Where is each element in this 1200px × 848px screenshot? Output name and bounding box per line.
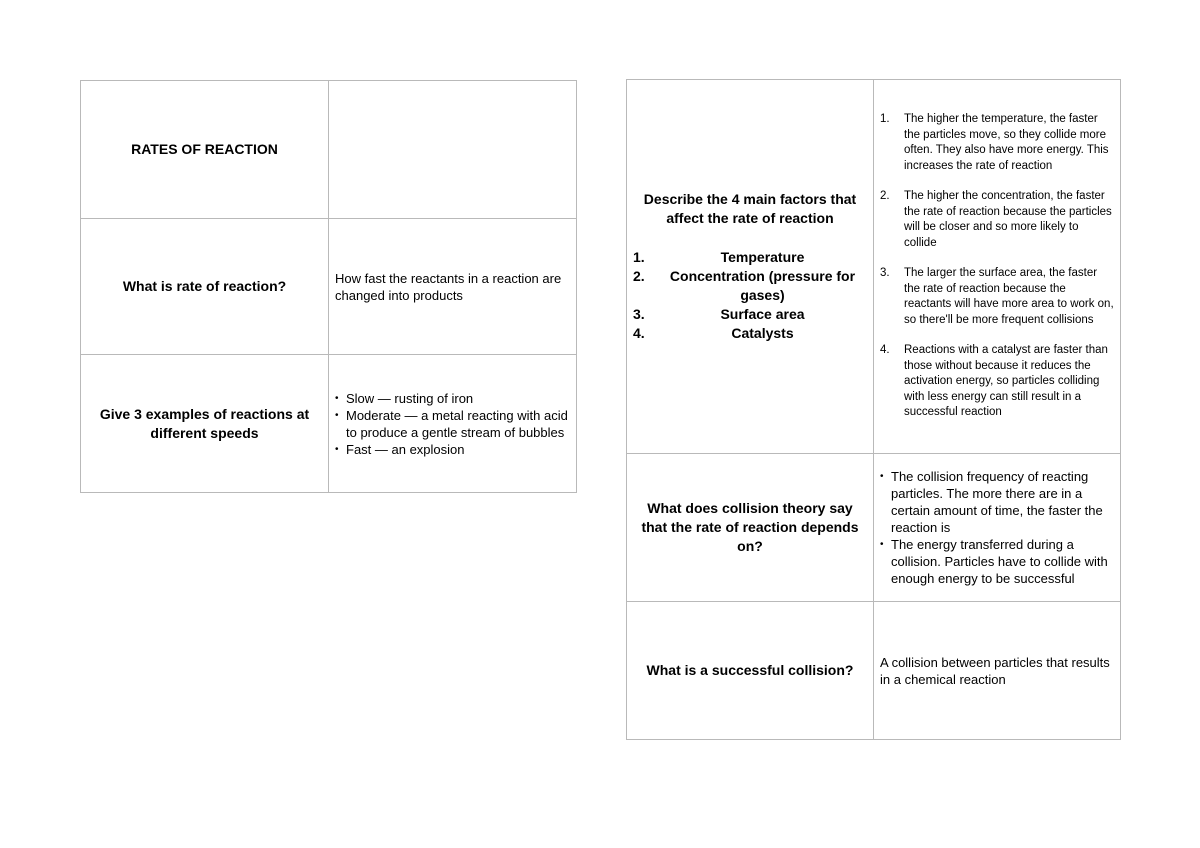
table-row xyxy=(81,219,577,355)
list-item xyxy=(880,112,1114,174)
question-cell: What is a successful collision? xyxy=(627,602,874,740)
list-number: 4. xyxy=(633,325,645,341)
question-cell xyxy=(627,80,874,454)
factor-label: Catalysts xyxy=(731,325,794,341)
list-number: 1. xyxy=(633,249,645,265)
card-title: RATES OF REACTION xyxy=(81,81,329,219)
list-item xyxy=(633,324,867,343)
answer-cell xyxy=(874,80,1121,454)
answer-text: The higher the concentration, the faster the rate of reaction because the particles will be closer and so more likely to collide xyxy=(904,190,1112,249)
list-number: 3. xyxy=(633,306,645,322)
list-item xyxy=(880,343,1114,421)
question-cell: What does collision theory say that the rate of reaction depends on? xyxy=(627,454,874,602)
list-number: 2. xyxy=(880,190,890,203)
list-item xyxy=(633,248,867,267)
list-item: • The energy transferred during a collision. Particles have to collide with enough energy to be successful xyxy=(880,536,1114,587)
answer-cell xyxy=(329,355,577,493)
factors-question: Describe the 4 main factors that affect the rate of reaction xyxy=(643,191,857,226)
right-flashcard-table xyxy=(626,79,1121,740)
list-item: • Fast — an explosion xyxy=(335,441,570,458)
examples-list xyxy=(335,390,570,458)
list-item xyxy=(880,189,1114,251)
list-number: 3. xyxy=(880,267,890,280)
left-flashcard-table xyxy=(80,80,577,493)
list-item xyxy=(880,266,1114,328)
list-number: 2. xyxy=(633,268,645,284)
answer-cell: A collision between particles that results in a chemical reaction xyxy=(874,602,1121,740)
question-cell: What is rate of reaction? xyxy=(81,219,329,355)
table-row xyxy=(627,454,1121,602)
table-row xyxy=(81,355,577,493)
title-row xyxy=(81,81,577,219)
list-number: 4. xyxy=(880,344,890,357)
factor-label: Surface area xyxy=(720,306,805,322)
answer-text: Reactions with a catalyst are faster than those without because it reduces the activation energy, so particles colliding with less energy can still result in a successful reaction xyxy=(904,344,1108,419)
factors-answer-list xyxy=(880,112,1114,421)
factor-label: Concentration (pressure for gases) xyxy=(669,268,856,303)
list-number: 1. xyxy=(880,113,890,126)
table-row xyxy=(627,80,1121,454)
list-item: • The collision frequency of reacting particles. The more there are in a certain amount of time, the faster the reaction is xyxy=(880,468,1114,536)
collision-list xyxy=(880,468,1114,587)
list-item xyxy=(633,267,867,305)
answer-cell xyxy=(874,454,1121,602)
empty-cell xyxy=(329,81,577,219)
factor-label: Temperature xyxy=(720,249,805,265)
answer-cell: How fast the reactants in a reaction are changed into products xyxy=(329,219,577,355)
question-cell: Give 3 examples of reactions at different speeds xyxy=(81,355,329,493)
factors-list xyxy=(633,248,867,343)
answer-text: The larger the surface area, the faster the rate of reaction because the reactants will have more area to work on, so there'll be more frequent collisions xyxy=(904,267,1114,326)
list-item: • Slow — rusting of iron xyxy=(335,390,570,407)
table-row xyxy=(627,602,1121,740)
answer-text: The higher the temperature, the faster the particles move, so they collide more often. They also have more energy. This increases the rate of reaction xyxy=(904,113,1109,172)
list-item: • Moderate — a metal reacting with acid to produce a gentle stream of bubbles xyxy=(335,407,570,441)
list-item xyxy=(633,305,867,324)
